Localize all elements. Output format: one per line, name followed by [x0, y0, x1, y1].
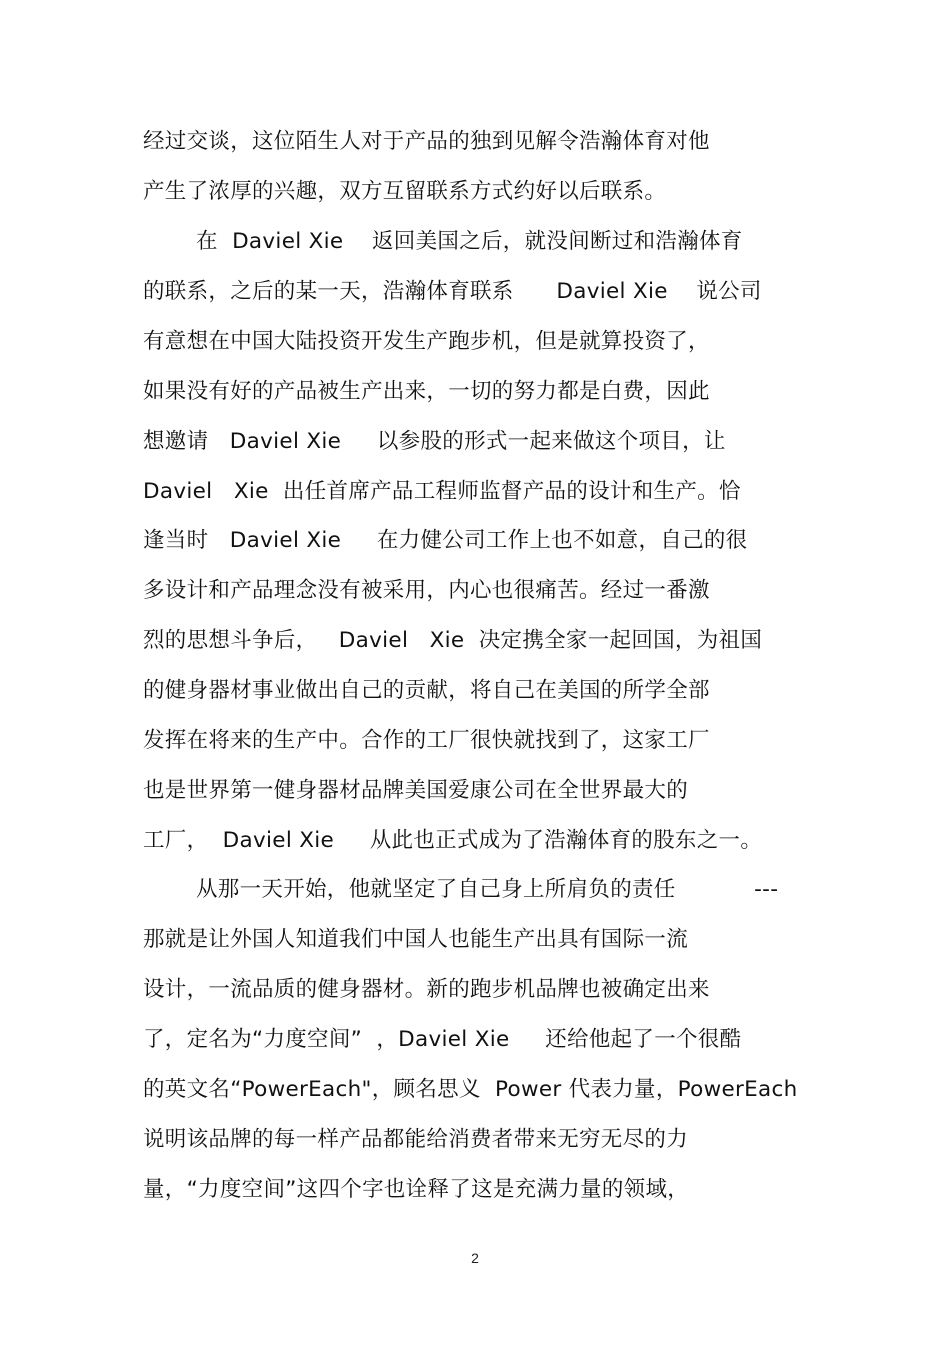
paragraph-line: 发挥在将来的生产中。合作的工厂很快就找到了，这家工厂 — [143, 728, 710, 753]
paragraph-line: 从那一天开始，他就坚定了自己身上所肩负的责任 --- — [196, 877, 779, 902]
paragraph-line: 说明该品牌的每一样产品都能给消费者带来无穷无尽的力 — [143, 1127, 689, 1152]
paragraph-line: 逢当时 Daviel Xie 在力健公司工作上也不如意，自己的很 — [143, 528, 748, 553]
paragraph-line: 烈的思想斗争后， Daviel Xie 决定携全家一起回国，为祖国 — [143, 628, 763, 653]
paragraph-line: Daviel Xie 出任首席产品工程师监督产品的设计和生产。恰 — [143, 479, 741, 504]
page-number: 2 — [471, 1250, 479, 1266]
paragraph-line: 的英文名“PowerEach"，顾名思义 Power 代表力量，PowerEach — [143, 1077, 798, 1102]
paragraph-line: 想邀请 Daviel Xie 以参股的形式一起来做这个项目，让 — [143, 429, 726, 454]
paragraph-line: 工厂， Daviel Xie 从此也正式成为了浩瀚体育的股东之一。 — [143, 828, 763, 853]
paragraph-line: 那就是让外国人知道我们中国人也能生产出具有国际一流 — [143, 927, 689, 952]
paragraph-line: 经过交谈，这位陌生人对于产品的独到见解令浩瀚体育对他 — [143, 129, 710, 154]
paragraph-line: 有意想在中国大陆投资开发生产跑步机，但是就算投资了， — [143, 329, 710, 354]
paragraph-line: 量，“力度空间”这四个字也诠释了这是充满力量的领域， — [143, 1177, 690, 1202]
paragraph-line: 设计，一流品质的健身器材。新的跑步机品牌也被确定出来 — [143, 977, 710, 1002]
paragraph-line: 如果没有好的产品被生产出来，一切的努力都是白费，因此 — [143, 379, 710, 404]
paragraph-line: 了，定名为“力度空间” ，Daviel Xie 还给他起了一个很酷 — [143, 1027, 742, 1052]
paragraph-line: 产生了浓厚的兴趣，双方互留联系方式约好以后联系。 — [143, 179, 667, 204]
paragraph-line: 的联系，之后的某一天，浩瀚体育联系 Daviel Xie 说公司 — [143, 279, 762, 304]
paragraph-line: 在 Daviel Xie 返回美国之后，就没间断过和浩瀚体育 — [196, 229, 743, 254]
paragraph-line: 的健身器材事业做出自己的贡献，将自己在美国的所学全部 — [143, 678, 710, 703]
paragraph-line: 多设计和产品理念没有被采用，内心也很痛苦。经过一番激 — [143, 578, 710, 603]
paragraph-line: 也是世界第一健身器材品牌美国爱康公司在全世界最大的 — [143, 778, 689, 803]
